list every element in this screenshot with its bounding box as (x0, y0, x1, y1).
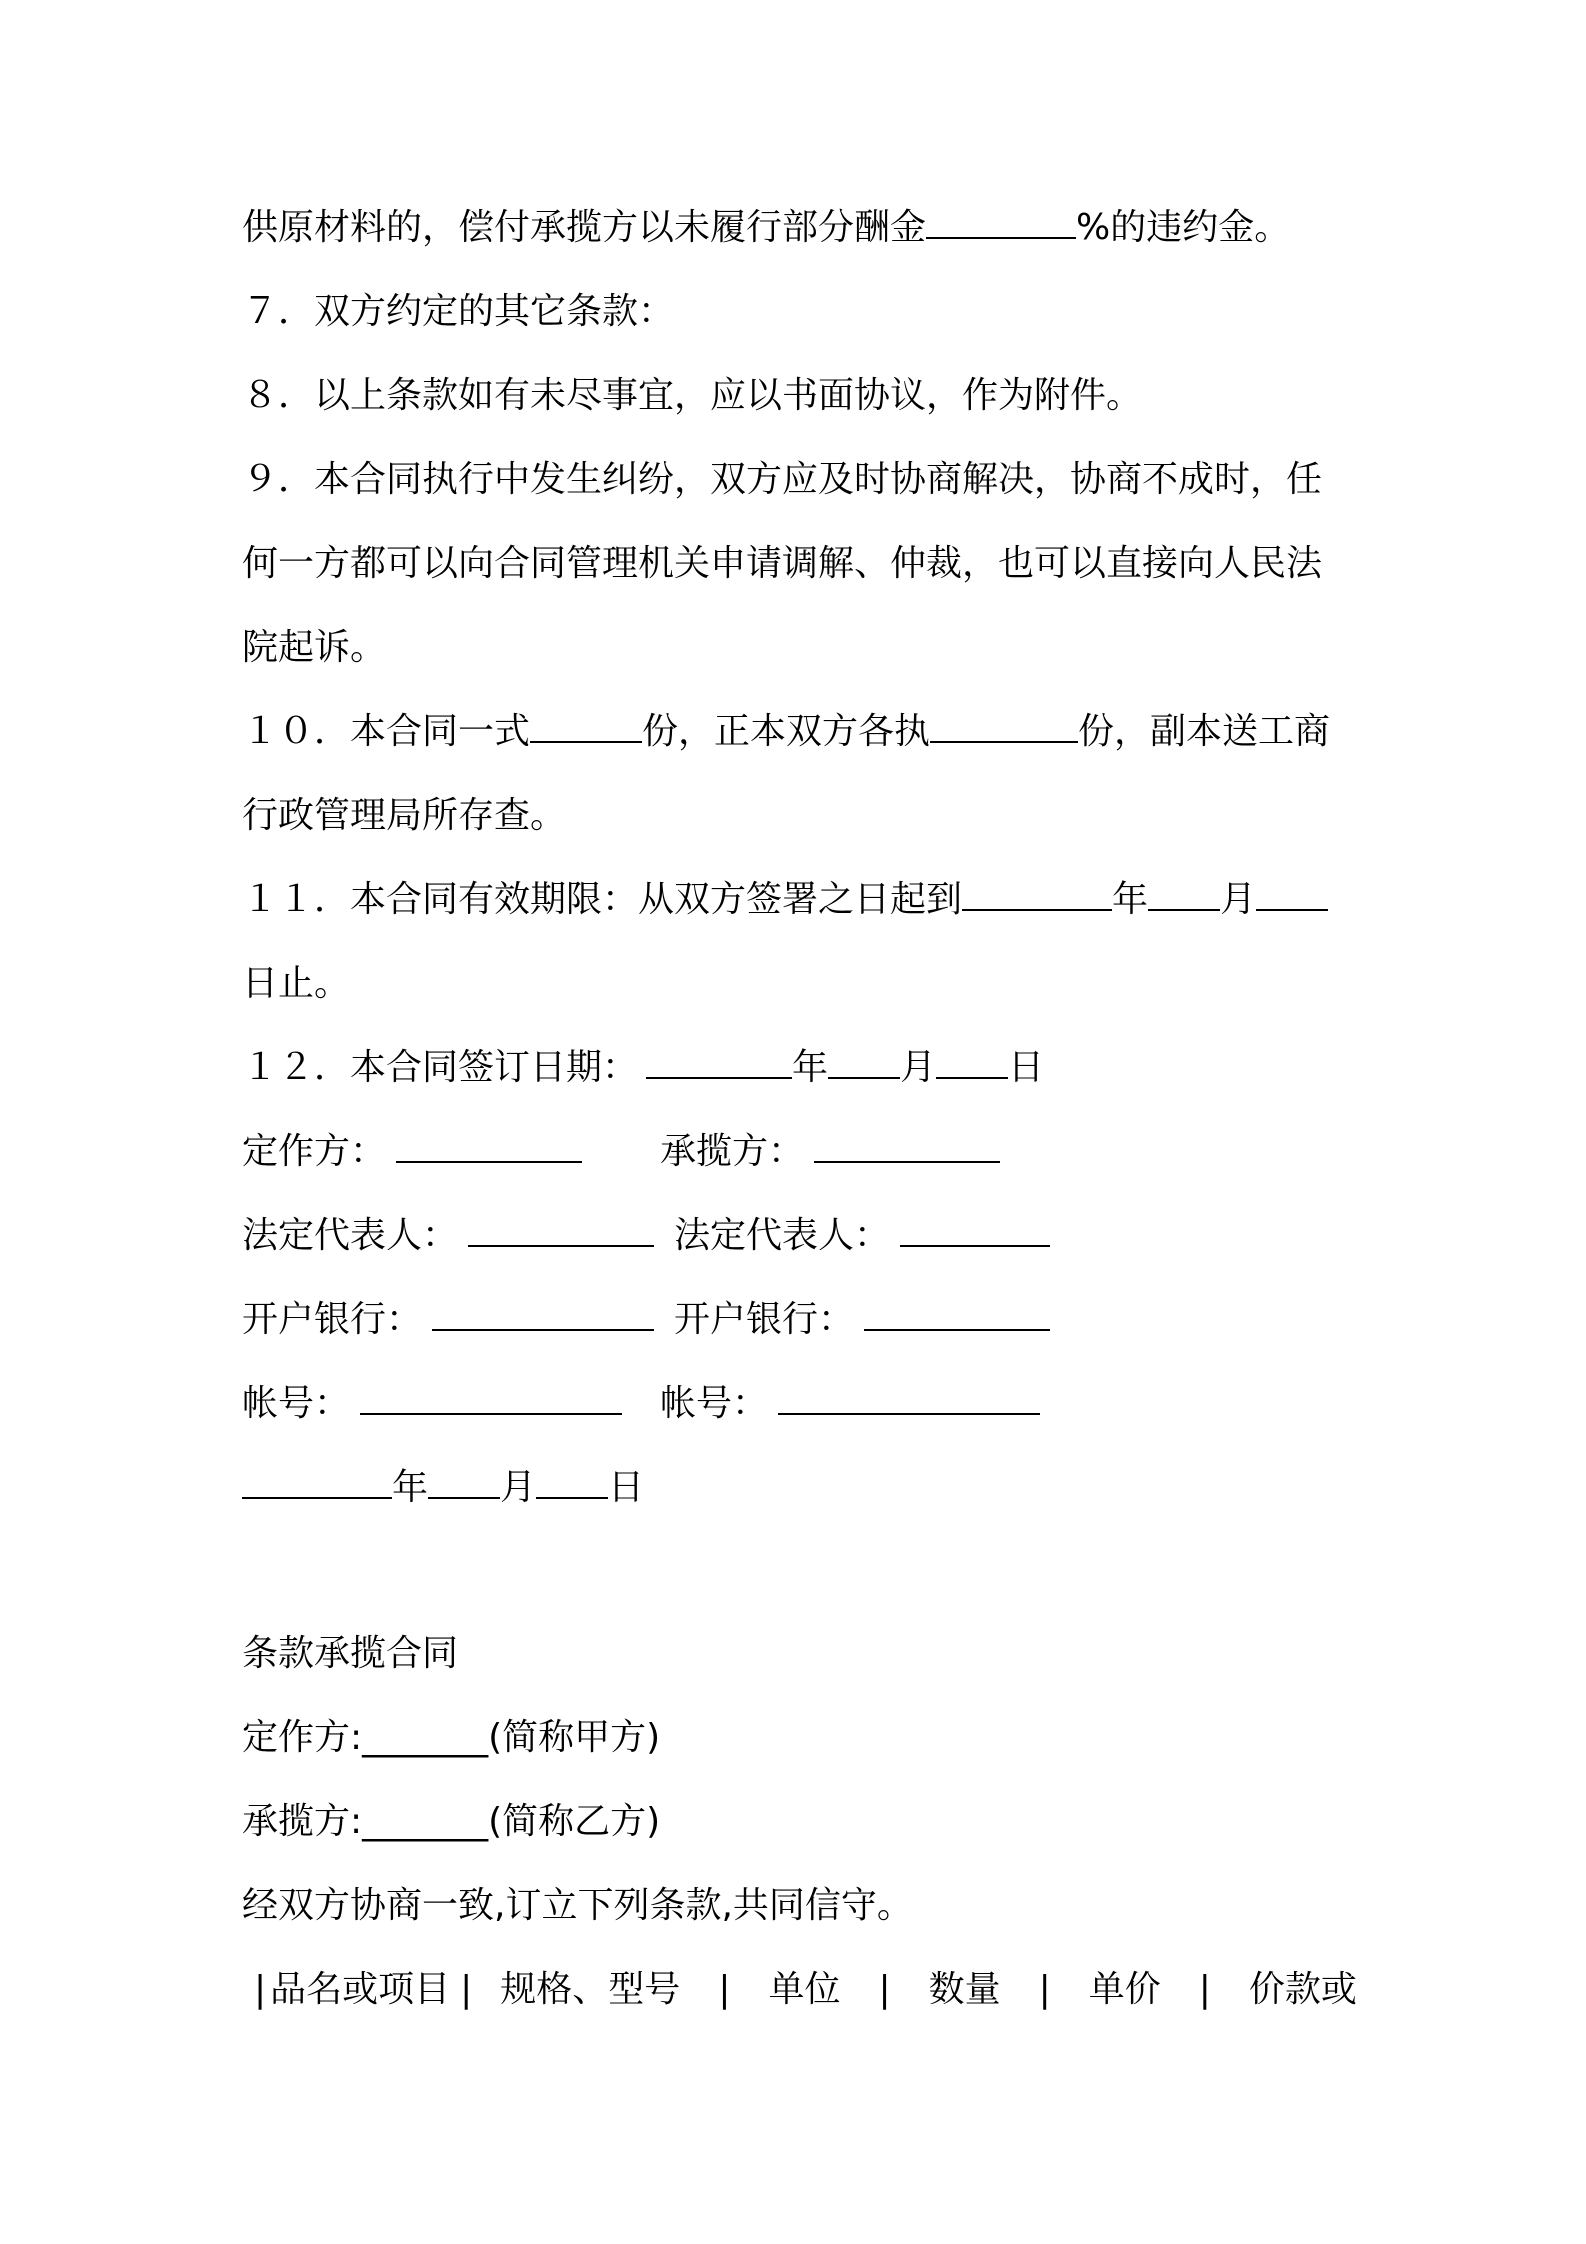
clause-8: ８．以上条款如有未尽事宜，应以书面协议，作为附件。 (242, 375, 1143, 416)
blank-contractor-bank (864, 1299, 1050, 1331)
section-title: 条款承揽合同 (242, 1633, 459, 1674)
blank-expiry-month (1148, 879, 1220, 911)
blank-date-month (428, 1467, 500, 1499)
clause-11-line-2: 日止。 (242, 963, 351, 1004)
account-numbers: 帐号： 帐号： (242, 1382, 1040, 1426)
clause-7: ７．双方约定的其它条款： (242, 291, 675, 332)
blank-contractor-rep (900, 1215, 1050, 1247)
bank-names: 开户银行： 开户银行： (242, 1298, 1050, 1342)
agreement-statement: 经双方协商一致,订立下列条款,共同信守。 (242, 1885, 913, 1926)
clause-9-line-1: ９．本合同执行中发生纠纷，双方应及时协商解决，协商不成时，任 (242, 459, 1323, 500)
table-header-cell: 价款或 (1248, 1969, 1357, 2010)
table-header-cell: 品名或项目 (270, 1969, 451, 2010)
party-names: 定作方： 承揽方： (242, 1130, 1000, 1174)
party-a-line: 定作方:_______(简称甲方) (242, 1717, 661, 1758)
blank-date-year (242, 1467, 392, 1499)
clause-9-line-3: 院起诉。 (242, 627, 387, 668)
blank-copies (530, 711, 642, 743)
table-header-cell: 单位 (768, 1969, 841, 2010)
table-header-row: | 品名或项目 | 规格、型号 | 单位 | 数量 | 单价 | 价款或 (254, 1969, 1357, 2010)
blank-expiry-year (962, 879, 1112, 911)
clause-12: １２．本合同签订日期： 年 月 日 (242, 1047, 1045, 1088)
clause-10-line-2: 行政管理局所存查。 (242, 795, 567, 836)
table-header-cell: 规格、型号 (500, 1969, 681, 2010)
party-b-line: 承揽方:_______(简称乙方) (242, 1801, 661, 1842)
clause-10-line-1: １０．本合同一式 份，正本双方各执 份，副本送工商 (242, 711, 1331, 752)
blank-penalty-percent (926, 207, 1076, 239)
table-header-cell: 数量 (928, 1969, 1001, 2010)
date-line: 年 月 日 (242, 1466, 644, 1510)
blank-contractor-account (778, 1383, 1040, 1415)
blank-date-day (536, 1467, 608, 1499)
legal-representatives: 法定代表人： 法定代表人： (242, 1214, 1050, 1258)
blank-orderer-bank (432, 1299, 654, 1331)
blank-sign-year (646, 1047, 792, 1079)
blank-sign-day (936, 1047, 1008, 1079)
blank-orderer (396, 1131, 582, 1163)
blank-orderer-rep (468, 1215, 654, 1247)
blank-originals (930, 711, 1078, 743)
blank-orderer-account (360, 1383, 622, 1415)
clause-9-line-2: 何一方都可以向合同管理机关申请调解、仲裁，也可以直接向人民法 (242, 543, 1323, 584)
blank-sign-month (828, 1047, 900, 1079)
clause-6-continuation: 供原材料的，偿付承揽方以未履行部分酬金 %的违约金。 (242, 207, 1291, 248)
blank-contractor (814, 1131, 1000, 1163)
blank-expiry-day (1256, 879, 1328, 911)
clause-11-line-1: １１．本合同有效期限：从双方签署之日起到 年 月 (242, 878, 1328, 922)
table-header-cell: 单价 (1088, 1969, 1161, 2010)
